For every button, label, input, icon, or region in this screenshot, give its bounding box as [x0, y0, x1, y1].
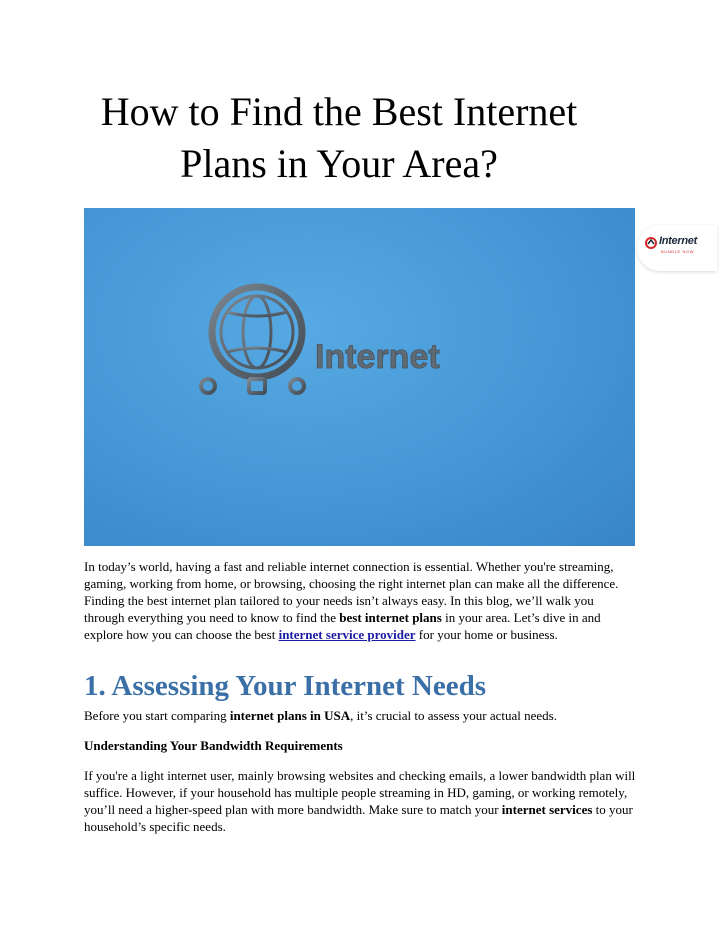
- bandwidth-text-2: to your household’s specific needs.: [84, 802, 633, 834]
- bandwidth-bold-internet-services: internet services: [501, 802, 593, 817]
- section-intro-bold: internet plans in USA: [229, 708, 351, 723]
- bandwidth-text-1: If you're a light internet user, mainly browsing websites and checking emails, a lower bandwidth plan will suffice. However, if your household has multiple people streaming in HD, gaming, or working remotely, you’ll need a higher-speed plan with more bandwidth. Make sure to match your: [84, 768, 636, 817]
- brand-name: Internet: [659, 235, 697, 247]
- globe-icon: [212, 287, 302, 377]
- section-intro-text-1: Before you start comparing: [84, 708, 230, 723]
- intro-bold-best-plans: best internet plans: [339, 610, 442, 625]
- hero-word: Internet: [315, 338, 440, 376]
- internet-service-provider-link[interactable]: internet service provider: [278, 627, 416, 642]
- intro-text-3: for your home or business.: [415, 627, 558, 642]
- bandwidth-paragraph: [84, 767, 636, 835]
- brand-mark-icon: [645, 237, 657, 249]
- title-line-2: Plans in Your Area?: [180, 141, 498, 186]
- hero-graphic: [84, 208, 635, 546]
- title-line-1: How to Find the Best Internet: [100, 89, 578, 134]
- hero-image: [84, 208, 697, 546]
- brand-tagline: BUNDLE NOW: [661, 249, 695, 254]
- intro-text-1: In today’s world, having a fast and reliable internet connection is essential. Whether you're streaming, gaming, working from home, or browsing, choosing the right internet plan can make all the difference. Finding the best internet plan tailored to your needs isn’t always easy. In this blog, we’ll walk you through everything you need to know to find the: [84, 559, 619, 625]
- subheading-bandwidth: Understanding Your Bandwidth Requirements: [84, 738, 343, 753]
- section-intro-paragraph: [84, 707, 636, 724]
- page-title: [84, 86, 594, 190]
- section-intro-text-2: , it’s crucial to assess your actual needs.: [350, 708, 557, 723]
- network-nodes-icon: [201, 377, 304, 393]
- brand-logo: [637, 225, 717, 271]
- intro-paragraph: [84, 558, 636, 643]
- section-heading-assessing-needs: 1. Assessing Your Internet Needs: [84, 670, 486, 702]
- intro-text-2: in your area. Let’s dive in and explore how you can choose the best: [84, 610, 601, 642]
